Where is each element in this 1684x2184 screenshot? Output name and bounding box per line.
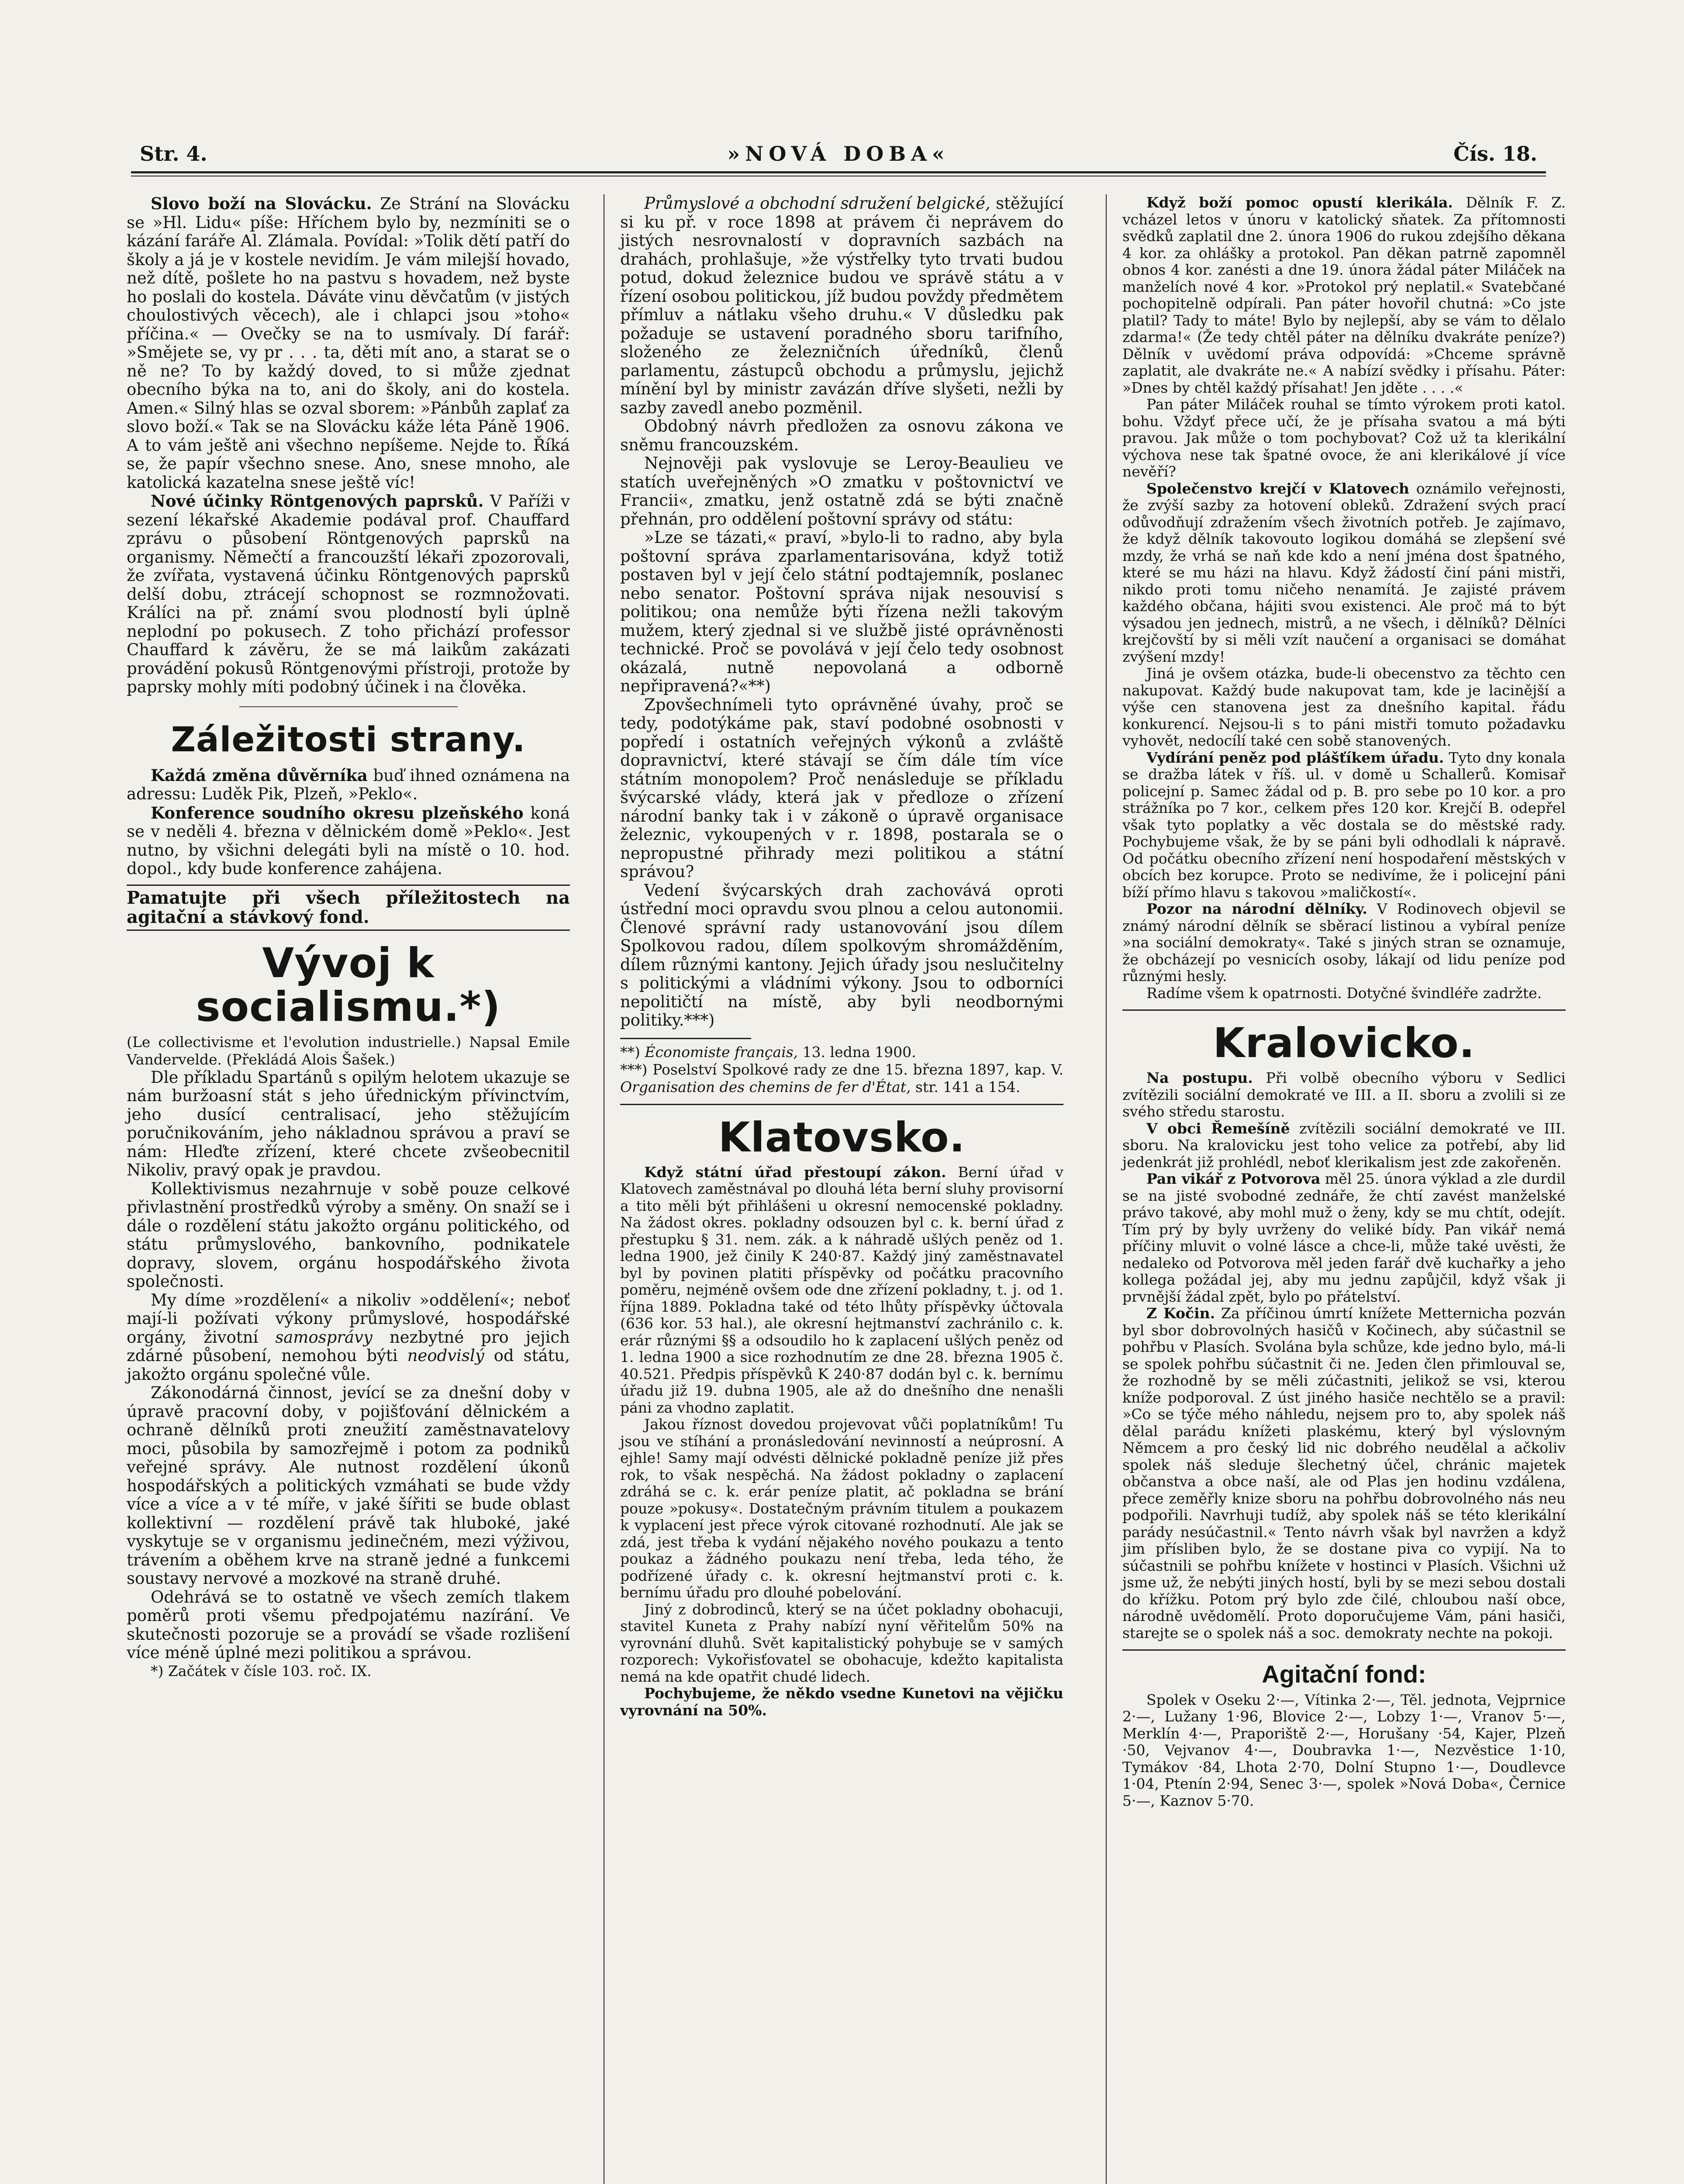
article-slovo-bozi <box>127 194 570 492</box>
footnote-rule <box>620 1038 751 1039</box>
notice-duvernik <box>127 766 570 804</box>
notice-heading: Konference soudního okresu plzeňského <box>151 803 524 822</box>
fund-list: Spolek v Oseku 2·—, Vítinka 2·—, Těl. jednota, Vejprnice 2·—, Lužany 1·96, Blovice 2·—, Lobzy 1·—, Vranov 5·—, Merklín 4·—, Praporiště 2·—, Horušany ·54, Kajer, Plzeň ·50, Vejvanov 4·—, Doubravka 1·—, Nezvěstice 1·10, Tymákov ·84, Lhota 2·70, Dolní Stupno 1·—, Doudlevce 1·04, Ptenín 2·94, Senec 3·—, spolek »Nová Doba«, Černice 5·—, Kaznov 5·70. <box>1122 1691 1566 1809</box>
article-heading: Z Kočin. <box>1146 1305 1215 1322</box>
paragraph: Jakou říznost dovedou projevovat vůči poplatníkům! Tu jsou ve stíhání a pronásledování nevinností a neúprosní. A ejhle! Samy mají odvésti dělnické pokladně peníze již přes rok, to však nespěchá. Na žádost pokladny o zaplacení zdráhá se c. k. erár peníze platit, ač pokladna se brání pouze »pokusy«. Dostatečným právním titulem a poukazem k vyplacení jest přece výrok citované rozhodnutí. Ale jak se zdá, jest třeba k vydání nějakého nového poukazu a tento poukaz a žádného poukazu není třeba, leda tého, že podřízené úřady c. k. okresní hejtmanství proti c. k. bernímu úřadu pro dlouhé pobelování. <box>620 1416 1063 1601</box>
paragraph: Radíme všem k opatrnosti. Dotyčné švindléře zadržte. <box>1146 984 1542 1002</box>
footnote-title: Économiste français, <box>645 1043 798 1061</box>
footnote-text: ***) Poselství Spolkové rady ze dne 15. března 1897, kap. V. <box>620 1061 1063 1078</box>
article-kocin <box>1122 1305 1566 1641</box>
section-heading-strany: Záležitosti strany. <box>171 720 526 760</box>
column-divider <box>1106 194 1107 2184</box>
paragraph: Zákonodárná činnost, jevící se za dnešní doby v úpravě pracovní doby, v pojišťování dělnickém a ochraně dělníků proti zneužití zaměstnavatelovy moci, působila by samozřejmě i potom za podniků veřejné správy. Ale nutnost rozdělení úkonů hospodářských a politických vzmáhati se bude vždy více a více a v té míře, v jaké šířiti se bude oblast kollektivní — rozdělení právě tak hluboké, jaké vyskytuje se v organismu jedinečném, mezi výživou, trávením a oběhem krve na straně jedné a funkcemi soustavy nervové a mozkové na straně druhé. <box>127 1383 570 1588</box>
paragraph: Pochybujeme, že někdo vsedne Kunetovi na vějičku vyrovnání na 50%. <box>620 1685 1063 1719</box>
paragraph: Jiný z dobrodinců, který se na účet pokladny obohacuji, stavitel Kuneta z Prahy nabízí nyní věřitelům 50% na vyrovnání dluhů. Svět kapitalistický pohybuje se v samých rozporech: Vykořisťovatel se obohacuje, kdežto kapitalista nemá na kde opatřit chudé lidech. <box>620 1600 1063 1685</box>
article-heading: Na postupu. <box>1146 1069 1253 1086</box>
article-remesin <box>1122 1120 1566 1171</box>
section-rule <box>1122 1649 1566 1651</box>
footnote-text: str. 141 a 154. <box>915 1078 1021 1095</box>
article-heading: Nové účinky Röntgenových paprsků. <box>151 491 484 511</box>
paragraph: »Lze se tázati,« praví, »bylo-li to radno, aby byla poštovní správa zparlamentarisována, když totiž postaven byl v její čelo státní podtajemník, poslanec nebo senator. Poštovní správa nijak nesouvisí s politikou; ona nemůže býti řízena nežli takovým mužem, který zjednal si ve službě jisté oprávněnosti technické. Proč se povolává v její čelo tedy osobnost okázalá, nutně nepovolaná a odborně nepřipravená?«**) <box>620 528 1063 695</box>
notice-text: buď ihned oznámena na adressu: Luděk Pik, Plzeň, »Peklo«. <box>127 766 570 803</box>
article-heading: Vydírání peněz pod plášťíkem úřadu. <box>1146 749 1444 766</box>
footnote: *) Začátek v čísle 103. roč. IX. <box>151 1662 372 1679</box>
text-run-italic: neodvislý <box>407 1346 484 1365</box>
article-heading: Pozor na národní dělníky. <box>1146 900 1367 917</box>
article-pozor <box>1122 901 1566 985</box>
boxed-notice: Pamatujte při všech příležitostech na agitační a stávkový fond. <box>127 885 570 931</box>
footnote <box>620 1061 1063 1096</box>
paragraph: Odehrává se to ostatně ve všech zemích tlakem poměrů proti všemu předpojatému nazírání. Ve skutečnosti pozoruje se a provádí se všade rozlišení více méně úplné mezi politikou a správou. <box>127 1587 570 1662</box>
page-header <box>140 142 1537 173</box>
section-heading-klatovsko: Klatovsko. <box>718 1113 966 1161</box>
article-heading: Slovo boží na Slovácku. <box>151 194 372 213</box>
article-text: Ze Strání na Slovácku se »Hl. Lidu« píše: Hříchem bylo by, nezmíniti se o kázání faráře Al. Zlámala. Povídal: »Tolik dětí patří do školy a já je v kostele nevidím. Je vám milejší hovado, než dítě, pošlete ho na pastvu s hovadem, než byste ho poslali do kostela. Dáváte vinu děvčatům (v jistých choulostivých věcech), ale i chlapci jsou »toho« příčina.« — Ovečky se na to usmívaly. Dí farář: »Smějete se, vy pr . . . ta, děti mít ano, a starat se o ně ne? To by každý doved, to si může zjednat obecního býka na to, ani do školy, ani do kostela. Amen.« Silný hlas se ozval sborem: »Pánbůh zaplať za slovo boží.« Tak se na Slovácku káže léta Páně 1906. A to vám ještě ani všechno nepíšeme. Nejde to. Říká se, že papír všechno snese. Ano, snese mnoho, ale katolická kazatelna snese ještě víc! <box>127 194 570 492</box>
article-rontgen <box>127 492 570 697</box>
text-run: nezbytné pro jejich zdárné působení, nemohou býti <box>127 1327 570 1365</box>
article-vydirani <box>1122 750 1566 901</box>
article-text: Tyto dny konala se dražba látek v říš. ul. v domě u Schallerů. Komisař policejní p. Samec žádal od p. B. pro sebe po 10 kor. a pro strážníka po 7 kor., celkem přes 120 kor. Krejčí B. odepřel však tyto poplatky a věc dostala se do městské rady. Pochybujeme však, že by se páni byli odhodlali k nápravě. Od počátku obecního zřízení není hospodaření městských v obcích bez korupce. Proto se nedivíme, že i policejní páni bíží přímo hlavu s takovou »maličkostí«. <box>1122 749 1566 901</box>
article-text: oznámilo veřejnosti, že zvýší sazby za hotovení obleků. Zdražení svých prací odůvodňují zdražením všech životních potřeb. Je zajímavo, že když dělník takovouto logikou domáhá se zlepšení své mzdy, že vrhá se naň kde kdo a není jména dost špatného, které se mu házi na hlavu. Když žádostí činí páni mistři, nikdo proti tomu ničeho nenamítá. Je zajisté právem každého občana, hájiti svou existenci. Ale proč má to být výsadou jen jednech, mistrů, a ne všech, i dělníků? Dělníci krejčovští by si měli vzít naučení a organisaci se domáhat zvýšení mzdy! <box>1122 480 1566 665</box>
paragraph <box>620 194 1063 417</box>
paragraph: Obdobný návrh předložen za osnovu zákona ve sněmu francouzském. <box>620 417 1063 454</box>
column-2 <box>620 194 1063 1719</box>
notice-text: koná se v neděli 4. března v dělnickém domě »Peklo«. Jest nutno, by všichni delegáti byli na místě o 10. hod. dopol., kdy bude konference zahájena. <box>127 803 570 878</box>
paragraph: Vedení švýcarských drah zachovává oproti ústřední moci opravdu svou plnou a celou autonomii. Členové správní rady ustanovování jsou dílem Spolkovou radou, dílem spolkovým shromážděním, dílem různými kantony. Jejich úřady jsou neslučitelny s politickými a vládními výkony. Jsou to odborníci nepolitičtí na místě, aby byli neodbornými politiky.***) <box>620 881 1063 1030</box>
article-subtitle: (Le collectivisme et l'evolution industrielle.) Napsal Emile Vandervelde. (Překládá Alois Šašek.) <box>127 1033 570 1068</box>
article-text: Při volbě obecního výboru v Sedlici zvítězili sociální demokraté ve III. a II. sboru a zvolili si ze svého středu starostu. <box>1122 1069 1566 1120</box>
section-heading-agitacni-fond: Agitační fond: <box>1262 1660 1426 1688</box>
page-number: Str. 4. <box>140 142 207 166</box>
paragraph: Nejnověji pak vyslovuje se Leroy-Beaulieu ve statích uveřejněných »O zmatku v poštovnictví ve Francii«, zmatku, jenž ostatně zdá se býti značně přehnán, pro oddělení poštovní správy od státu: <box>620 454 1063 529</box>
article-heading: Když státní úřad přestoupí zákon. <box>644 1163 946 1181</box>
paragraph: Kollektivismus nezahrnuje v sobě pouze celkové přivlastnění prostředků výroby a směny. On snaží se i dále o rozdělení státu jakožto orgánu politického, od státu průmyslového, bankovního, podnikatele dopravy, slovem, orgánu hospodářského života společnosti. <box>127 1179 570 1291</box>
text-run-italic: Průmyslové a obchodní sdružení belgické, <box>644 194 990 213</box>
footnote-text: 13. ledna 1900. <box>802 1043 916 1061</box>
text-run: od státu, jakožto orgánu společné vůle. <box>127 1346 570 1384</box>
notice-heading: Každá změna důvěrníka <box>151 765 368 785</box>
paragraph <box>127 1291 570 1384</box>
newspaper-title: »NOVÁ DOBA« <box>727 142 950 166</box>
paragraph: Dle příkladu Spartánů s opilým helotem ukazuje se nám buržoasní stát s jeho úřednickým přívinctvím, jeho dusící centralisací, jeho stěžujícím poručnikováním, jeho nákladnou správou a praví se nám: Hleďte zřízení, které chcete zvšeobecnitil Nikoliv, pravý opak je pravdou. <box>127 1068 570 1179</box>
article-heading: Společenstvo krejčí v Klatovech <box>1146 480 1409 497</box>
text-run: stěžující si ku př. v roce 1898 at právem či neprávem do jistých nesrovnalostí v dopravních sazbách na drahách, prohlašuje, »že výstřelky tyto trvati budou potud, dokud železnice budou ve správě státu a v řízení osobou politickou, jíž budou povždy předmětem přímluv a nátlaku všeho druhu.« V důsledku pak požaduje se ustavení poradného sboru tarifního, složeného ze železničních úředníků, členů parlamentu, zástupců obchodu a průmyslu, jejichž mínění byl by ministr zavázán dříve slyšeti, nežli by sazby zavedl anebo pozměnil. <box>620 194 1064 417</box>
article-berni-urad <box>620 1164 1063 1417</box>
section-heading-kralovicko: Kralovicko. <box>1213 1019 1475 1067</box>
article-text: Dělník F. Z. vcházel letos v únoru v katolický sňatek. Za přítomnosti svědků zaplatil dne 2. února 1906 do rukou zdejšího děkana 4 kor. za ohlášky a protokol. Pan děkan patrně zapomněl obnos 4 kor. zanésti a dne 19. února žádal páter Miláček na manželích nové 4 kor. »Protokol prý neplatil.« Svatebčané pochopitelně odpírali. Pan páter hovořil chutná: »Co jste platil? Tady to máte! Bylo by nejlepší, aby se vám to dělalo zdarma!« (Že tedy chtěl páter na dělníku dvakráte peníze?) Dělník v uvědomí práva odpovídá: »Chceme správně zaplatit, ale dvakráte ne.« A nabízí svědky i přísahu. Páter: »Dnes by chtěl každý přísahat! Jen jděte . . . .« <box>1122 194 1566 396</box>
section-heading-vyvoj: Vývoj k socialismu.*) <box>196 939 501 1031</box>
footnote <box>620 1044 1063 1061</box>
text-run: My díme »rozdělení« a nikoliv »oddělení«; neboť mají-li požívati výkony průmyslové, hospodářské orgány, životní <box>127 1290 570 1347</box>
article-text: V Paříži v sezení lékařské Akademie podával prof. Chauffard zprávu o působení Röntgenových paprsků na organismy. Němečtí a francouzští lékaři zpozorovali, že zvířata, vystavená účinku Röntgenových paprsků delší dobu, ztrácejí schopnost se rozmnožovati. Králíci na př. známí svou plodností byli úplně neplodní po pokusech. Z toho přichází professor Chauffard k závěru, že se má laikům zakázati provádění pokusů Röntgenovými přístroji, protože by paprsky mohly míti podobný účinek i na člověka. <box>127 492 570 696</box>
article-na-postupu <box>1122 1070 1566 1120</box>
article-krejci <box>1122 480 1566 666</box>
article-text: měl 25. února výklad a zle durdil se na jisté svobodné zednáře, že chtí zavést manželské právo takové, aby mohl muž o ženy, kdy se mu chtít, odejít. Tím prý by byly uvrženy do veliké bídy. Pan vikář nemá příčiny mluvit o volné lásce a chce-li, může také uvěsti, že nedaleko od Potvorova měl jeden farář dvě kuchařky a jeho kollega požádal jej, aby mu jednu zapůjčil, když však ji prvnější žádal zpět, bylo po přátelství. <box>1122 1170 1566 1305</box>
section-rule <box>620 1104 1063 1105</box>
footnote-title: Organisation des chemins de fer d'État, <box>620 1078 911 1095</box>
separator <box>239 706 458 707</box>
paragraph: Zpovšechnímeli tyto oprávněné úvahy, proč se tedy, podotýkáme pak, staví podobné osobnosti v popředí i ostatních veřejných výkonů a zvláště dopravnictví, které stávají se čím dále tím více státním monopolem? Proč nenásleduje se příkladu švýcarské vlády, která jak v předloze o zřízení národní banky tak i v zákoně o úpravě organisace železnic, vykoupených v r. 1898, postarala se o nepropustné přihrady mezi politikou a státní správou? <box>620 695 1063 881</box>
footnote-mark: **) <box>620 1043 640 1061</box>
article-text: Berní úřad v Klatovech zaměstnával po dlouhá léta berní sluhy provisorní a tito měli být přihlášeni u okresní nemocenské pokladny. Na žádost okres. pokladny odsouzen byl c. k. berní úřad z přestupku § 31. nem. zák. a k náhradě ušlých peněz od 1. ledna 1900, jež činily K 240·87. Každý jiný zaměstnavatel byl by povinen platiti příspěvky od počátku pracovního poměru, nejméně ovšem ode dne zřízení pokladny, t. j. od 1. října 1889. Pokladna také od této lhůty příspěvky účtovala (636 kor. 53 hal.), ale okresní hejtmanství zachránilo c. k. erár různými §§ a odsoudilo ho k zaplacení ušlých peněz od 1. ledna 1900 a sice rozhodnutím ze dne 28. března 1905 č. 40.521. Předpis příspěvků K 240·87 dodán byl c. k. bernímu úřadu již 19. dubna 1905, ale až do dnešního dne nenašli páni za vhodno zaplatit. <box>620 1163 1063 1416</box>
article-heading: Když boží pomoc opustí klerikála. <box>1146 194 1453 211</box>
header-rule <box>131 171 1546 173</box>
notice-konference <box>127 804 570 878</box>
text-run-italic: samosprávy <box>275 1327 373 1347</box>
issue-number: Čís. 18. <box>1453 142 1537 166</box>
article-text: Za příčinou úmrtí knížete Metternicha pozván byl sbor dobrovolných hasičů v Kočinech, aby súčastnil se pohřbu v Plasích. Svolána byla schůze, kde jedno bylo, má-li se spolek pohřbu súčastnit či ne. Jeden člen přimlouval se, že rozhodně by se měli zúčastniti, jelikož se vsi, kterou kníže podporoval. Z úst jiného hasiče nechtělo se a pravil: »Co se týče mého náhledu, nejsem pro to, aby spolek náš dělal parádu knížeti plaskému, který byl výslovným Němcem a pro český lid nic dobrého neudělal a ačkoliv spolek náš sleduje šlechetný účel, chránic majetek občanstva a obce naší, ale od Plas jen hodinu vzdálena, přece zeměřly knize sboru na pohřbu dobrovolného nás neu podpořili. Navrhuji tudíž, aby spolek náš se této klerikální parády nesúčastnil.« Tento návrh však byl navržen a když jim přísliben bylo, že se dostane piva co vypijí. Na to súčastnili se pohřbu knížete v hostinci v Plasích. Všichni už jsme už, že nebýti jiných hostí, byli by se mezi sebou dostali do křížku. Potom prý bylo zde čilé, chloubou naší obce, národně uvědomělí. Proto doporučujeme Vám, páni hasiči, starejte se o spolek náš a soc. demokraty nechte na pokoji. <box>1122 1305 1566 1641</box>
article-heading: V obci Řemešíně <box>1146 1120 1290 1137</box>
article-heading: Pan vikář z Potvorova <box>1146 1170 1321 1187</box>
article-vikar <box>1122 1171 1566 1305</box>
article-text: V Rodinovech objevil se známý národní dělník se sběrací listinou a vybíral peníze »na sociální demokraty«. Také s jiných stran se oznamuje, že obcházejí po vesnicích osoby, lákají od lidu peníze pod různými hesly. <box>1122 900 1566 985</box>
article-bozi-pomoc <box>1122 194 1566 396</box>
paragraph: Jiná je ovšem otázka, bude-li obecenstvo za těchto cen nakupovat. Každý bude nakupovat tam, kde je lacinější a výše cen stanovena jest za dnešního kapital. řádu konkurencí. Nejsou-li s to páni mistři tomuto požadavku vyhovět, nedocílí také cen sobě stanovených. <box>1122 665 1566 749</box>
section-rule <box>1122 1009 1566 1011</box>
article-text: zvítězili sociální demokraté ve III. sboru. Na kralovicku jest toho velice za potřebí, aby lid jedenkrát již prohlédl, neboť klerikalism jest zde zakořeněn. <box>1122 1120 1566 1171</box>
paragraph: Pan páter Miláček rouhal se tímto výrokem proti katol. bohu. Vždyť přece učí, že je přísaha svatou a má býti pravou. Jak může o tom pochybovat? Což už ta klerikální výchova nese tak špatné ovoce, že ani klerikálové jí více nevěří? <box>1122 396 1566 480</box>
column-1 <box>127 194 570 1680</box>
column-3 <box>1122 194 1566 1809</box>
